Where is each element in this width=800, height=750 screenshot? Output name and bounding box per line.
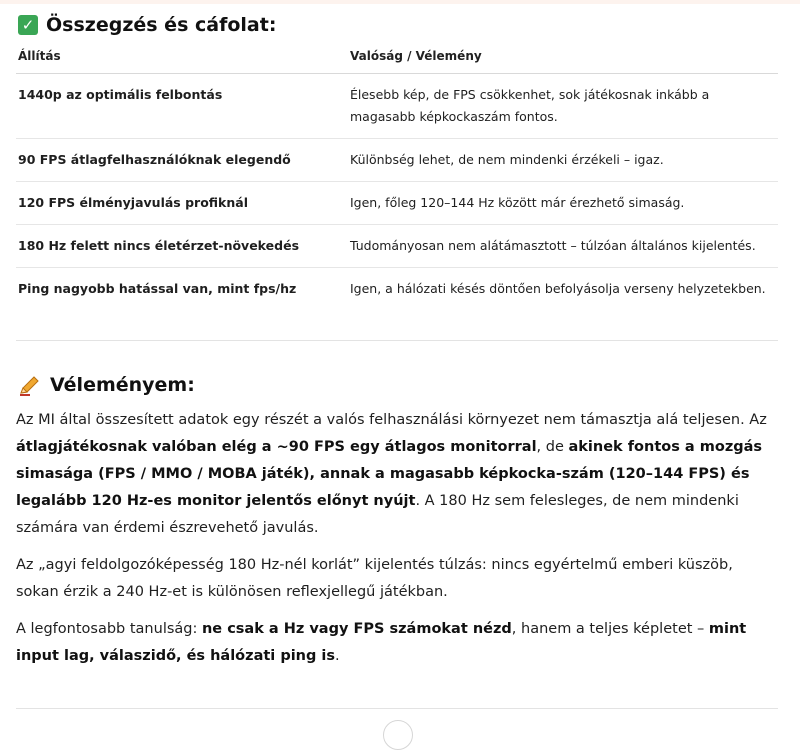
reality-cell: Különbség lehet, de nem mindenki érzékeli – igaz. <box>348 139 778 182</box>
claim-cell: Ping nagyobb hatással van, mint fps/hz <box>18 281 297 296</box>
text-run: A legfontosabb tanulság: <box>16 621 202 637</box>
writing-hand-icon <box>18 373 42 397</box>
column-header-claim: Állítás <box>16 46 348 74</box>
table-header-row <box>16 46 778 74</box>
table-row <box>16 225 778 268</box>
bold-run: átlagjátékosnak valóban elég a ~90 FPS egy átlagos monitorral <box>16 439 537 455</box>
section-divider <box>16 340 778 341</box>
opinion-paragraph-2: Az „agyi feldolgozóképesség 180 Hz-nél korlát” kijelentés túlzás: nincs egyértelmű emberi küszöb, sokan érzik a 240 Hz-et is különösen reflexjellegű játékban. <box>16 557 733 600</box>
table-row <box>16 139 778 182</box>
scroll-down-button[interactable] <box>383 720 413 750</box>
opinion-heading-text: Véleményem: <box>50 374 195 396</box>
top-edge <box>0 0 800 4</box>
opinion-paragraph-1 <box>16 407 780 542</box>
reality-cell: Tudományosan nem alátámasztott – túlzóan általános kijelentés. <box>348 225 778 268</box>
text-run: , hanem a teljes képletet – <box>511 621 709 637</box>
claims-table <box>16 46 778 310</box>
text-run: Az MI által összesített adatok egy részét a valós felhasználási környezet nem támasztja alá teljesen. Az <box>16 412 767 428</box>
summary-heading <box>18 14 780 36</box>
bold-run: akinek fontos a mozgás simasága (FPS / MMO / MOBA játék), annak a magasabb képkocka-szám (120–144 FPS) és legalább 120 Hz-es monitor jelentős előnyt nyújt <box>16 439 763 509</box>
reality-cell: Igen, főleg 120–144 Hz között már érezhető simaság. <box>348 182 778 225</box>
claim-cell: 180 Hz felett nincs életérzet-növekedés <box>16 225 348 268</box>
text-run: , de <box>536 439 569 455</box>
table-row <box>16 268 778 311</box>
bold-run: ne csak a Hz vagy FPS számokat nézd <box>201 621 512 637</box>
opinion-paragraph-3 <box>16 616 780 670</box>
bottom-divider <box>16 708 778 709</box>
column-header-reality: Valóság / Vélemény <box>348 46 778 74</box>
text-run: . A 180 Hz sem felesleges, de nem mindenki számára van érdemi észrevehető javulás. <box>16 493 739 536</box>
claim-cell: 90 FPS átlagfelhasználóknak elegendő <box>16 139 348 182</box>
text-run: . <box>335 648 340 664</box>
summary-heading-text: Összegzés és cáfolat: <box>46 14 277 36</box>
claim-cell: 120 FPS élményjavulás profiknál <box>16 182 348 225</box>
claim-cell: 1440p az optimális felbontás <box>16 74 348 139</box>
table-row <box>16 182 778 225</box>
table-row <box>16 74 778 139</box>
reality-cell: Élesebb kép, de FPS csökkenhet, sok játékosnak inkább a magasabb képkockaszám fontos. <box>348 74 778 139</box>
message-content <box>16 10 780 670</box>
check-mark-icon: ✓ <box>18 15 38 35</box>
bold-run: mint input lag, válaszidő, és hálózati ping is <box>16 621 747 664</box>
reality-cell: Igen, a hálózati késés döntően befolyásolja verseny helyzetekben. <box>350 281 766 296</box>
opinion-heading <box>18 373 780 397</box>
